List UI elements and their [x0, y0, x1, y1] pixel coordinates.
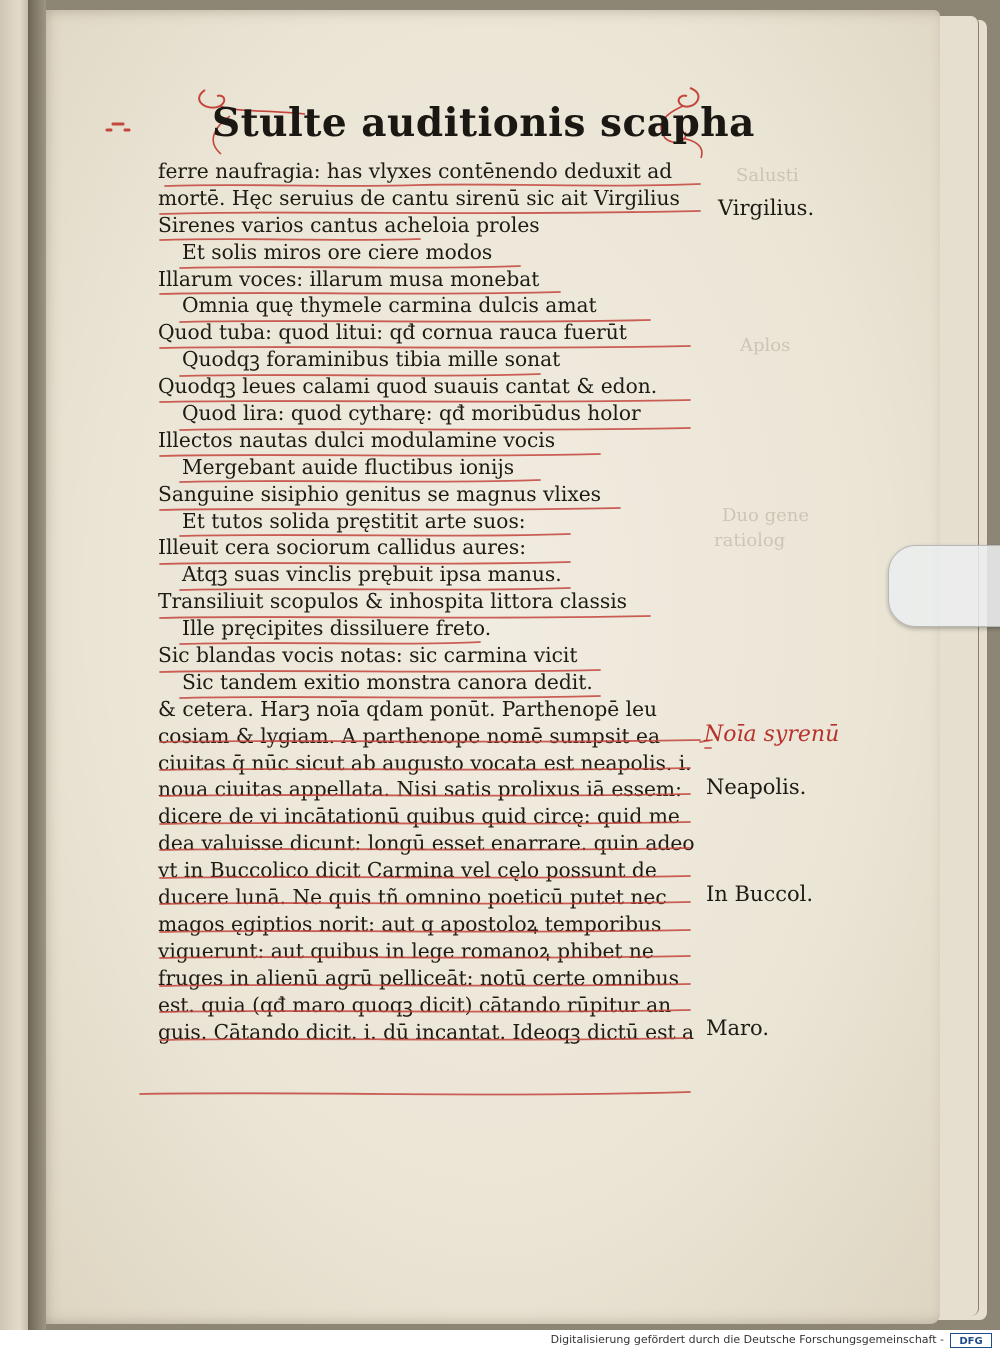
- text-line: cosiam & lygiam. A parthenope nomē sumpsit ea: [158, 723, 661, 748]
- text-column: [158, 158, 718, 1045]
- text-line: est. quia (qđ maro quoqꝫ dicit) cātando rūpitur an: [158, 992, 672, 1017]
- text-line: guis. Cātando dicit. i. dū incantat. Ideoqꝫ dictū est a: [158, 1019, 695, 1044]
- text-line: Transiliuit scopulos & inhospita littora classis: [158, 589, 628, 614]
- margin-note-neapolis: Neapolis.: [706, 775, 807, 799]
- text-line: Quodqꝫ leues calami quod suauis cantat & edon.: [158, 374, 658, 399]
- show-through: Salusti: [736, 165, 799, 186]
- text-line: magos ęgiptios norit: aut q apostoloꝝ temporibus: [158, 911, 662, 936]
- text-line: Et tutos solida pręstitit arte suos:: [182, 508, 526, 533]
- text-line: noua ciuitas appellata. Nisi satis prolixus iā essem:: [158, 777, 682, 802]
- text-line: Quod tuba: quod litui: qđ cornua rauca fuerūt: [158, 320, 627, 345]
- text-line: viguerunt: aut quibus in lege romanoꝝ phibet ne: [158, 938, 654, 963]
- text-line: Atqꝫ suas vinclis prębuit ipsa manus.: [182, 562, 562, 587]
- dfg-logo: DFG: [950, 1333, 992, 1348]
- text-line: & cetera. Harꝫ noīa qdam ponūt. Parthenopē leu: [158, 696, 658, 721]
- text-line: dea valuisse dicunt: longū esset enarrare. quin adeo: [158, 831, 695, 856]
- margin-note-noia-syrenum: Noīa syrenū: [704, 722, 840, 747]
- show-through: Duo gene: [722, 505, 810, 526]
- margin-note-buccol: In Buccol.: [706, 882, 814, 906]
- text-line: ferre naufragia: has vlyxes contēnendo deduxit ad: [158, 159, 673, 183]
- text-line: Mergebant auide fluctibus ionijs: [182, 454, 515, 479]
- text-line: Illarum voces: illarum musa monebat: [158, 266, 540, 291]
- text-line: Sic tandem exitio monstra canora dedit.: [182, 669, 593, 694]
- binding-gutter: [28, 0, 46, 1330]
- text-line: Quod lira: quod cytharę: qđ moribūdus holor: [182, 401, 641, 426]
- margin-note-virgilius: Virgilius.: [718, 196, 815, 220]
- dfg-credit: Digitalisierung gefördert durch die Deutsche Forschungsgemeinschaft -: [550, 1333, 944, 1346]
- text-line: ciuitas q̄ nūc sicut ab augusto vocata est neapolis. i.: [158, 750, 692, 775]
- text-line: Sanguine sisiphio genitus se magnus vlixes: [158, 481, 602, 506]
- margin-note-maro: Maro.: [706, 1016, 770, 1040]
- show-through: Aplos: [740, 335, 791, 356]
- text-line: ducere lunā. Ne quis tñ omnino poeticū putet nec: [158, 885, 667, 910]
- text-line: vt in Buccolico dicit Carmina vel cęlo possunt de: [158, 858, 657, 883]
- footer-bar: [0, 1330, 1000, 1352]
- text-line: Et solis miros ore ciere modos: [182, 239, 493, 264]
- text-line: Quodqꝫ foraminibus tibia mille sonat: [182, 347, 561, 372]
- text-line: Illectos nautas dulci modulamine vocis: [158, 427, 556, 452]
- text-line: Sirenes varios cantus acheloia proles: [158, 212, 540, 237]
- text-line: mortē. Hęc seruius de cantu sirenū sic ait Virgilius: [158, 185, 680, 210]
- show-through: ratiolog: [714, 530, 786, 551]
- text-line: dicere de vi incātationū quibus quid circę: quid me: [158, 804, 680, 829]
- page-heading: Stulte auditionis scapha: [212, 100, 755, 146]
- text-line: Illeuit cera sociorum callidus aures:: [158, 535, 527, 560]
- text-line: Ille pręcipites dissiluere freto.: [182, 616, 492, 641]
- text-line: Sic blandas vocis notas: sic carmina vicit: [158, 643, 578, 668]
- text-line: fruges in alienū agrū pelliceāt: notū certe omnibus: [158, 965, 679, 990]
- text-line: Omnia quę thymele carmina dulcis amat: [182, 293, 597, 318]
- bookmark-tab: [888, 545, 1000, 627]
